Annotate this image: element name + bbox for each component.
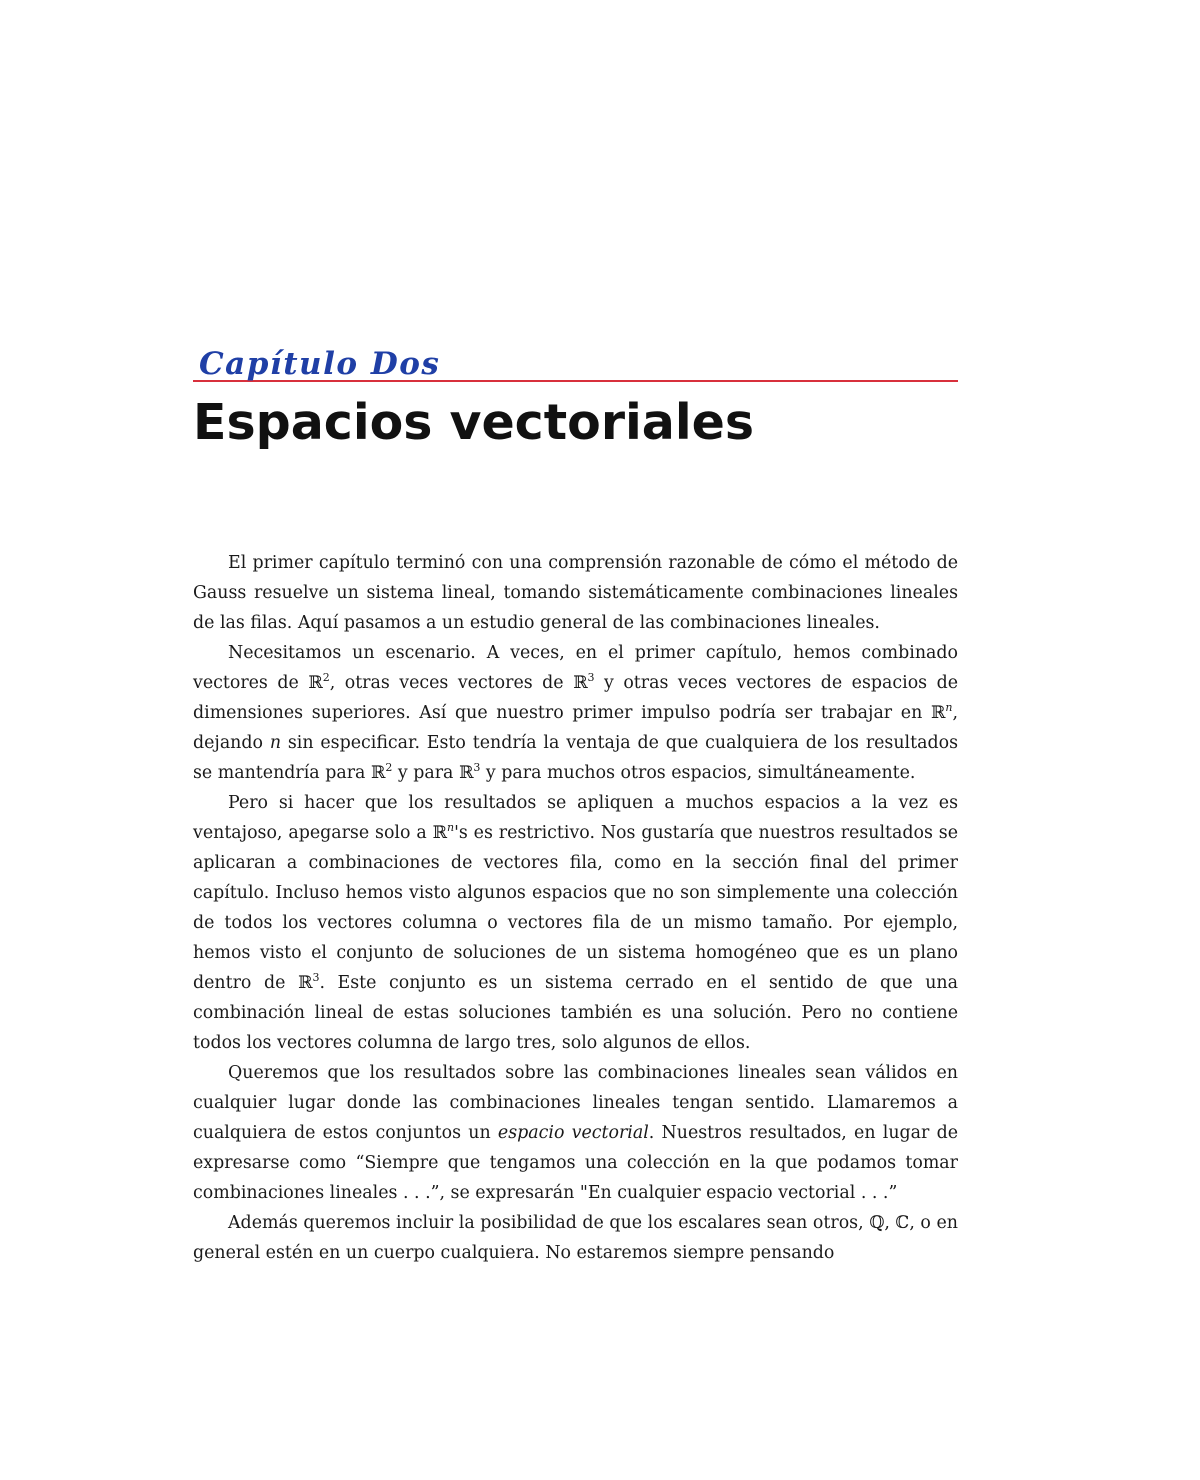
text-run: El primer capítulo terminó con una comprensión razonable de cómo el método de Gauss resuelve un sistema lineal, tomando sistemáticamente combinaciones lineales de las filas. Aquí pasamos a un estudio general de las combinaciones lineales. bbox=[193, 553, 958, 633]
paragraph bbox=[193, 788, 958, 1058]
emphasis: espacio vectorial bbox=[497, 1123, 649, 1143]
chapter-title: Espacios vectoriales bbox=[193, 394, 755, 451]
emphasis: n bbox=[269, 733, 282, 753]
text-run: Además queremos incluir la posibilidad de que los escalares sean otros, ℚ, ℂ, o en general estén en un cuerpo cualquiera. No estaremos siempre pensando bbox=[193, 1213, 958, 1263]
chapter-label: Capítulo Dos bbox=[199, 346, 441, 382]
text-run: y para muchos otros espacios, simultáneamente. bbox=[480, 763, 916, 783]
superscript: 3 bbox=[587, 671, 595, 685]
text-run: . Este conjunto es un sistema cerrado en el sentido de que una combinación lineal de estas soluciones también es una solución. Pero no contiene todos los vectores columna de largo tres, solo algunos de ellos. bbox=[193, 973, 958, 1053]
text-run: 's es restrictivo. Nos gustaría que nuestros resultados se aplicaran a combinaciones de vectores fila, como en la sección final del primer capítulo. Incluso hemos visto algunos espacios que no son simplemente una colección de todos los vectores columna o vectores fila de un mismo tamaño. Por ejemplo, hemos visto el conjunto de soluciones de un sistema homogéneo que es un plano dentro de ℝ bbox=[193, 823, 958, 993]
text-run: , dejando bbox=[193, 703, 958, 753]
superscript: n bbox=[447, 821, 455, 835]
body-text bbox=[193, 548, 958, 1268]
text-run: y para ℝ bbox=[392, 763, 474, 783]
paragraph bbox=[193, 548, 958, 638]
paragraph bbox=[193, 638, 958, 788]
superscript: n bbox=[945, 701, 953, 715]
superscript: 3 bbox=[473, 761, 481, 775]
text-run: sin especificar. Esto tendría la ventaja de que cualquiera de los resultados se mantendría para ℝ bbox=[193, 733, 958, 783]
superscript: 2 bbox=[322, 671, 330, 685]
text-run: , otras veces vectores de ℝ bbox=[329, 673, 588, 693]
text-run: Necesitamos un escenario. A veces, en el primer capítulo, hemos combinado vectores de ℝ bbox=[193, 643, 958, 693]
paragraph bbox=[193, 1058, 958, 1208]
chapter-header bbox=[193, 340, 958, 382]
text-run: . Nuestros resultados, en lugar de expresarse como “Siempre que tengamos una colección en la que podamos tomar combinaciones lineales . . .”, se expresarán "En cualquier espacio vectorial . . .” bbox=[193, 1123, 958, 1203]
superscript: 3 bbox=[312, 971, 320, 985]
text-run: Pero si hacer que los resultados se apliquen a muchos espacios a la vez es ventajoso, apegarse solo a ℝ bbox=[193, 793, 958, 843]
text-run: Queremos que los resultados sobre las combinaciones lineales sean válidos en cualquier lugar donde las combinaciones lineales tengan sentido. Llamaremos a cualquiera de estos conjuntos un bbox=[193, 1063, 958, 1143]
superscript: 2 bbox=[385, 761, 393, 775]
text-run: y otras veces vectores de espacios de dimensiones superiores. Así que nuestro primer impulso podría ser trabajar en ℝ bbox=[193, 673, 959, 723]
paragraph bbox=[193, 1208, 958, 1268]
